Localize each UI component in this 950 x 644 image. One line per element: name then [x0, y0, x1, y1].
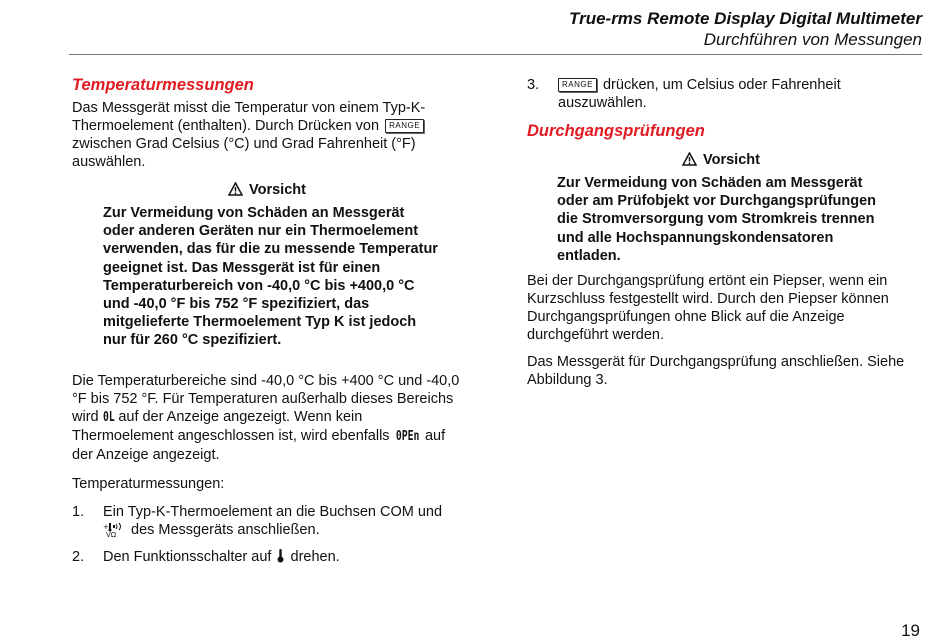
list-item	[72, 548, 472, 568]
list-item	[527, 76, 922, 116]
step-text	[103, 548, 473, 566]
step-text	[103, 503, 473, 539]
caution-label-text: Vorsicht	[249, 182, 306, 198]
step-number: 2.	[72, 549, 85, 565]
caution-text-continuity: Zur Vermeidung von Schäden am Messgerät oder am Prüfobjekt vor Durchgangsprüfungen die Stromversorgung vom Stromkreis trennen und alle Hochspannungskondensatoren entladen.	[557, 175, 877, 264]
header-subtitle: Durchführen von Messungen	[703, 30, 922, 49]
temperature-range-text	[72, 372, 464, 464]
section-heading-continuity: Durchgangsprüfungen	[527, 122, 705, 140]
step-number: 3.	[527, 77, 540, 93]
step1-text-b: des Messgeräts anschließen.	[131, 522, 320, 538]
warning-triangle-icon	[682, 152, 697, 166]
section-heading-temperature: Temperaturmessungen	[72, 76, 254, 94]
temperature-intro	[72, 99, 464, 171]
intro-text-b: zwischen Grad Celsius (°C) und Grad Fahrenheit (°F) auswählen.	[72, 136, 416, 170]
svg-text:+: +	[103, 523, 109, 531]
caution-label-continuity	[682, 151, 760, 169]
step-text	[558, 76, 898, 112]
range-text-b: auf der Anzeige angezeigt. Wenn kein Thermoelement angeschlossen ist, wird ebenfalls	[72, 409, 390, 444]
steps-intro: Temperaturmessungen:	[72, 476, 225, 492]
caution-text-temperature: Zur Vermeidung von Schäden an Messgerät oder anderen Geräten nur ein Thermoelement verwenden, das für die zu messende Temperatur geeignet ist. Das Messgerät ist für einen Temperaturbereich von -40,0 °C bis +400,0 °C und -40,0 °F bis 752 °F spezifiziert, das mitgelieferte Thermoelement Typ K ist jedoch nur für 260 °C spezifiziert.	[103, 205, 438, 349]
page-number: 19	[901, 621, 920, 640]
intro-text-a: Das Messgerät misst die Temperatur von einem Typ-K-Thermoelement (enthalten). Durch Drücken von	[72, 100, 426, 134]
step2-text-b: drehen.	[290, 549, 340, 565]
step2-text-a: Den Funktionsschalter auf	[103, 549, 272, 565]
range-key-icon: RANGE	[558, 78, 597, 92]
header-divider	[69, 54, 922, 55]
range-text-c: auf der Anzeige angezeigt.	[72, 428, 446, 463]
continuity-paragraph-1: Bei der Durchgangsprüfung ertönt ein Piepser, wenn ein Kurzschluss festgestellt wird. Durch den Piepser können Durchgangsprüfungen ohne Blick auf die Anzeige durchgeführt werden.	[527, 273, 889, 343]
step3-text: drücken, um Celsius oder Fahrenheit auszuwählen.	[558, 77, 841, 111]
thermometer-icon	[277, 548, 284, 563]
list-item	[72, 503, 472, 543]
open-display-glyph: 0PEn	[395, 429, 419, 444]
step-number: 1.	[72, 504, 85, 520]
svg-text:VΩ: VΩ	[106, 531, 117, 538]
caution-label-temperature	[228, 181, 306, 199]
range-text-a: Die Temperaturbereiche sind -40,0 °C bis +400 °C und -40,0 °F bis 752 °F. Für Temperaturen außerhalb dieses Bereichs wird	[72, 373, 460, 425]
range-key-icon: RANGE	[385, 119, 424, 133]
caution-label-text: Vorsicht	[703, 152, 760, 168]
step1-text-a: Ein Typ-K-Thermoelement an die Buchsen COM und	[103, 504, 443, 520]
input-jack-icon	[103, 522, 129, 538]
warning-triangle-icon	[228, 182, 243, 196]
continuity-paragraph-2: Das Messgerät für Durchgangsprüfung anschließen. Siehe Abbildung 3.	[527, 354, 905, 388]
header-title: True-rms Remote Display Digital Multimeter	[569, 9, 922, 28]
ol-display-glyph: 0L	[102, 410, 115, 425]
